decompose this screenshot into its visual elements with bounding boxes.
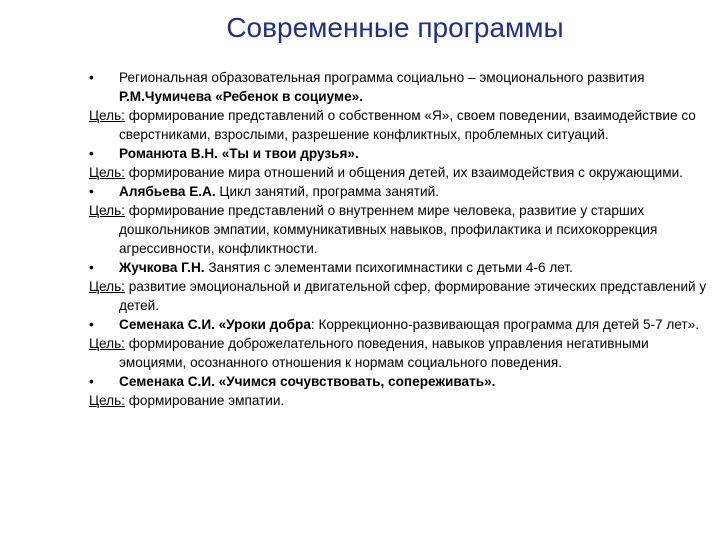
- goal-text: формирование представлений о собственном «Я», своем поведении, взаимодействие со сверстниками, взрослыми, разрешение конфликтных, проблемных ситуаций.: [119, 108, 696, 142]
- program-text-post: Цикл занятий, программа занятий.: [215, 184, 439, 199]
- goal-text: развитие эмоциональной и двигательной сфер, формирование этических представлений у детей.: [119, 279, 707, 313]
- program-author: Жучкова Г.Н.: [119, 260, 205, 275]
- program-item-romanyuta: [89, 144, 709, 163]
- program-author: Романюта В.Н. «Ты и твои друзья».: [119, 146, 359, 161]
- program-goal: [89, 106, 709, 144]
- bullet-icon: •: [89, 184, 94, 199]
- program-author: Р.М.Чумичева «Ребенок в социуме».: [119, 89, 363, 104]
- goal-label: Цель:: [89, 279, 125, 294]
- goal-label: Цель:: [89, 108, 125, 123]
- program-item-alyabyeva: [89, 182, 709, 201]
- program-text: Региональная образовательная программа социально – эмоционального развития: [119, 70, 645, 85]
- goal-text: формирование эмпатии.: [124, 393, 285, 408]
- bullet-icon: •: [89, 260, 94, 275]
- goal-label: Цель:: [89, 203, 125, 218]
- program-author: Алябьева Е.А.: [119, 184, 216, 199]
- bullet-icon: •: [89, 317, 94, 332]
- program-text-post: Занятия с элементами психогимнастики с детьми 4-6 лет.: [204, 260, 573, 275]
- program-item-zhuchkova: [89, 258, 709, 277]
- goal-label: Цель:: [89, 393, 125, 408]
- program-item-chumicheva: [89, 68, 709, 106]
- program-text-post: : Коррекционно-развивающая программа для детей 5-7 лет».: [310, 317, 699, 332]
- program-author: Семенака С.И. «Уроки добра: [119, 317, 311, 332]
- program-goal: [89, 277, 709, 315]
- program-item-semenaka-empathy: [89, 372, 709, 391]
- slide-title: Современные программы: [226, 12, 564, 43]
- bullet-icon: •: [89, 374, 94, 389]
- goal-text: формирование представлений о внутреннем мире человека, развитие у старших дошкольников эмпатии, коммуникативных навыков, профилактика и психокоррекция агрессивности, конфликтности.: [119, 203, 658, 256]
- goal-text: формирование мира отношений и общения детей, их взаимодействия с окружающими.: [124, 165, 683, 180]
- program-goal: [89, 201, 709, 258]
- program-author: Семенака С.И. «Учимся сочувствовать, сопереживать».: [119, 374, 496, 389]
- program-item-semenaka-dobro: [89, 315, 709, 334]
- program-goal: [89, 334, 709, 372]
- program-goal: [89, 163, 709, 182]
- goal-label: Цель:: [89, 165, 125, 180]
- programs-list: [89, 68, 709, 410]
- goal-label: Цель:: [89, 336, 125, 351]
- bullet-icon: •: [89, 146, 94, 161]
- program-goal: [89, 391, 709, 410]
- bullet-icon: •: [89, 70, 94, 85]
- goal-text: формирование доброжелательного поведения, навыков управления негативными эмоциями, осознанного отношения к нормам социального поведения.: [119, 336, 649, 370]
